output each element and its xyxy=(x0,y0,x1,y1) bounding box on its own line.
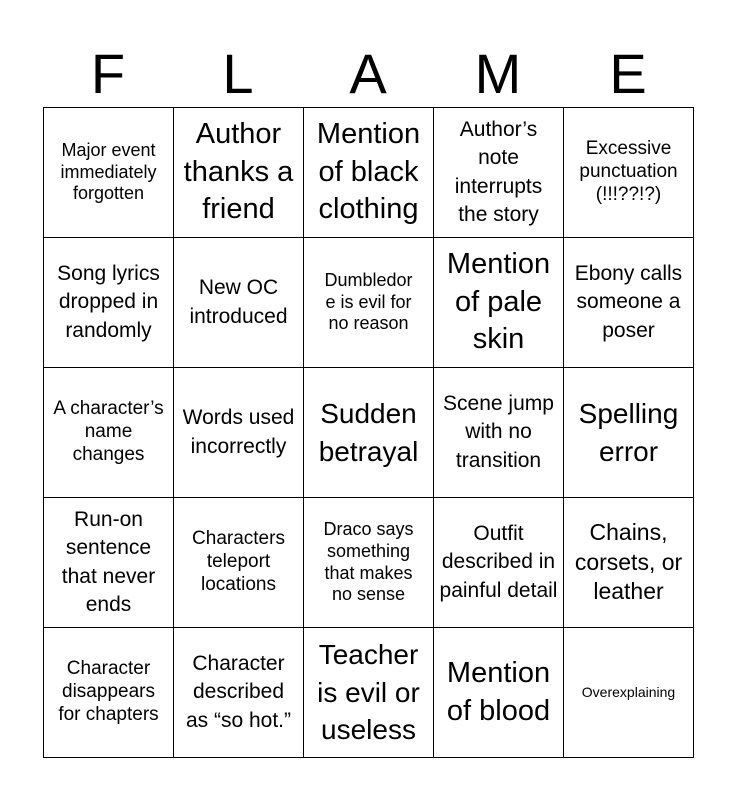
bingo-cell[interactable] xyxy=(304,498,434,628)
cell-label: Run-on sentence that never ends xyxy=(61,507,156,616)
cell-label: Mention of pale skin xyxy=(446,247,551,356)
cell-label: Words used incorrectly xyxy=(182,406,295,458)
bingo-cell[interactable] xyxy=(434,238,564,368)
cell-label: Overexplaining xyxy=(581,683,676,700)
bingo-cell[interactable] xyxy=(44,108,174,238)
bingo-cell[interactable] xyxy=(434,498,564,628)
cell-label: Mention of black clothing xyxy=(316,117,421,226)
cell-label: Teacher is evil or useless xyxy=(317,638,420,746)
cell-label: Draco says something that makes no sense xyxy=(323,519,414,605)
bingo-cell[interactable] xyxy=(564,498,694,628)
bingo-cell[interactable] xyxy=(174,498,304,628)
bingo-cell[interactable] xyxy=(44,238,174,368)
cell-label: Major event immediately forgotten xyxy=(60,140,157,204)
bingo-cell[interactable] xyxy=(44,368,174,498)
bingo-cell[interactable] xyxy=(174,108,304,238)
bingo-board xyxy=(43,107,694,758)
cell-label: Character described as “so hot.” xyxy=(185,651,292,732)
cell-label: Mention of blood xyxy=(446,656,551,727)
cell-label: Scene jump with no transition xyxy=(443,391,554,472)
cell-label: Author thanks a friend xyxy=(183,117,294,226)
cell-label: Outfit described in painful detail xyxy=(439,521,558,602)
cell-label: Dumbledore is evil for no reason xyxy=(324,270,413,334)
cell-label: Character disappears for chapters xyxy=(58,658,159,725)
bingo-cell[interactable] xyxy=(304,628,434,758)
bingo-cell[interactable] xyxy=(434,628,564,758)
header-letter-e: E xyxy=(609,42,647,105)
bingo-cell[interactable] xyxy=(174,368,304,498)
bingo-cell[interactable] xyxy=(44,498,174,628)
bingo-cell[interactable] xyxy=(564,108,694,238)
header-letter-m: M xyxy=(474,42,522,105)
board-row xyxy=(44,108,694,238)
bingo-cell[interactable] xyxy=(434,108,564,238)
bingo-cell[interactable] xyxy=(564,238,694,368)
board-row xyxy=(44,498,694,628)
cell-label: Characters teleport locations xyxy=(192,528,285,595)
bingo-cell[interactable] xyxy=(304,368,434,498)
bingo-cell[interactable] xyxy=(44,628,174,758)
board-row xyxy=(44,368,694,498)
cell-label: A character’s name changes xyxy=(53,398,164,465)
cell-label: Ebony calls someone a poser xyxy=(574,261,683,342)
header-letter-l: L xyxy=(222,42,254,105)
bingo-cell[interactable] xyxy=(174,628,304,758)
cell-label: Excessive punctuation (!!!??!?) xyxy=(579,138,678,205)
bingo-cell[interactable] xyxy=(304,108,434,238)
cell-label: Song lyrics dropped in randomly xyxy=(57,261,160,342)
cell-label: Chains, corsets, or leather xyxy=(574,519,683,605)
cell-label: Spelling error xyxy=(578,397,679,467)
bingo-header xyxy=(43,40,693,108)
cell-label: Author’s note interrupts the story xyxy=(454,117,543,226)
header-letter-f: F xyxy=(90,42,126,105)
bingo-cell[interactable] xyxy=(304,238,434,368)
bingo-cell[interactable] xyxy=(564,368,694,498)
cell-label: Sudden betrayal xyxy=(318,397,419,467)
header-letter-a: A xyxy=(349,42,387,105)
bingo-cell[interactable] xyxy=(174,238,304,368)
board-row xyxy=(44,238,694,368)
board-row xyxy=(44,628,694,758)
bingo-cell[interactable] xyxy=(434,368,564,498)
bingo-cell[interactable] xyxy=(564,628,694,758)
cell-label: New OC introduced xyxy=(189,276,288,328)
